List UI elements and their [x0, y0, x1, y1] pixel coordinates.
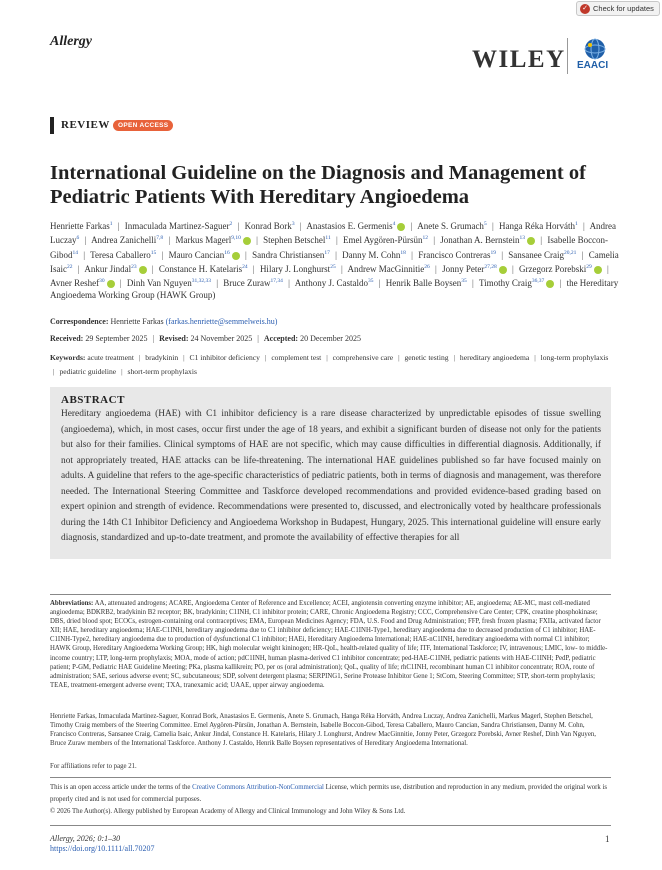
author[interactable]	[91, 235, 163, 245]
author[interactable]	[127, 278, 211, 288]
separator: |	[606, 263, 609, 274]
author-affiliation: 4	[392, 221, 396, 227]
separator: |	[299, 221, 302, 231]
author-name: Grzegorz Porebski	[519, 263, 587, 274]
separator: |	[335, 249, 337, 260]
orcid-icon[interactable]	[139, 266, 147, 274]
keywords	[50, 351, 611, 379]
correspondence-label: Correspondence:	[50, 317, 109, 326]
article-type-bar	[50, 117, 54, 134]
separator: |	[288, 278, 290, 289]
author-affiliation: 30	[99, 278, 105, 285]
separator: |	[161, 249, 164, 260]
author-affiliation: 35	[367, 278, 374, 285]
author[interactable]	[479, 278, 554, 288]
abbreviations	[50, 599, 611, 690]
received-label: Received:	[50, 334, 84, 343]
open-access-badge: OPEN ACCESS	[113, 120, 173, 131]
license-post: License, which permits use, distribution and reproduction in any medium, provided the original work is properly cited and is not used for commercial purposes.	[50, 784, 608, 803]
author[interactable]	[84, 264, 146, 274]
separator: |	[410, 221, 413, 231]
keyword: comprehensive care	[332, 353, 394, 362]
footer-doi-link[interactable]: https://doi.org/10.1111/all.70207	[50, 844, 155, 853]
author-affiliation: 7,8	[156, 235, 164, 242]
keywords-label: Keywords:	[50, 353, 86, 362]
check-updates-label: Check for updates	[593, 4, 654, 13]
separator: |	[453, 353, 456, 362]
author-affiliation: 16	[224, 249, 230, 256]
author-name: Hanga Réka Horváth	[499, 221, 575, 231]
separator: |	[237, 221, 240, 231]
author-affiliation: 2	[229, 221, 233, 227]
separator: |	[256, 235, 258, 246]
separator: |	[511, 263, 514, 274]
separator: |	[335, 235, 338, 246]
separator: |	[151, 263, 154, 274]
author-name: Henriette Farkas	[50, 221, 110, 231]
author-name: Camelia Isaic	[50, 249, 619, 274]
author-affiliation: 11	[325, 235, 331, 242]
author-affiliation: 22	[67, 263, 73, 270]
correspondence	[50, 317, 277, 326]
author-name: Isabelle Boccon-Gibod	[50, 235, 609, 260]
author-affiliation: 25	[330, 263, 336, 270]
author[interactable]	[342, 250, 406, 260]
author-affiliation: 5	[483, 221, 487, 227]
separator: |	[119, 278, 122, 289]
author[interactable]	[50, 278, 115, 288]
author-affiliation: 20,21	[564, 249, 577, 256]
eaaci-logo-text: EAACI	[577, 60, 609, 71]
orcid-icon[interactable]	[546, 280, 554, 288]
author[interactable]	[442, 264, 507, 274]
author-affiliation: 9,10	[231, 235, 241, 242]
keyword: acute treatment	[87, 353, 134, 362]
separator: |	[411, 249, 413, 260]
footer-citation: Allergy, 2026; 0:1–30	[50, 834, 121, 843]
abbreviations-text: AA, attenuated androgens; ACARE, Angioedema Center of Reference and Excellence; ACEI, angiotensin converting enzyme inhibitor; AE, angioedema; AE-MC, mast cell-mediated angioedema; BDKRB2, bradykinin B2 receptor; BK, bradykinin; C1INH, C1 inhibitor protein; CARE, Chronic Angioedema Registry; CCC, Comprehensive Care Center; CPK, creatine phosphokinase; DBS, dried blood spot; ECOCs, estrogen-containing oral contraceptives; EMA, European Medicines Agency; FDA, U.S. Food and Drug Administration; FFP, fresh frozen plasma; FXIIa, activated factor XII; HAE, hereditary angioedema; HAE-C1INH, hereditary angioedema due to C1 inhibitor deficiency; HAE-C1INH-Type1, hereditary angioedema due to decreased production of C1 inhibitor; HAE-C1INH-Type2, hereditary angioedema due to production of dysfunctional C1 inhibitor; HAEi, Hereditary Angioedema International; HAE-nC1INH, hereditary angioedema with normal C1 inhibitor; HAWK Group, Hereditary Angioedema Working Group; HK, high molecular weight kininogen; HR-QoL, health-related quality of life; ITF, International Taskforce; IV, intravenous; LMIC, low- to middle-income country; LTP, long-term prophylaxis; MOA, mode of action; pdC1INH, human plasma-derived C1 inhibitor concentrate; ped-HAE-C1INH, pediatric patients with HAE-C1INH; PedP, pediatric patient; P-GM, Pediatric HAE Guideline Meeting; PKa, plasma kallikrein; PO, per os (oral administration); QoL, quality of life; rhC1INH, recombinant human C1 inhibitor concentrate; ROA, route of administration; SAE, serious adverse event; SC, subcutaneous; SDP, solvent detergent plasma; SERPING1, Serine Protease Inhibitor Gene 1; StCom, Steering Committee; STP, short-term prophylaxis; TEAE, treatment-emergent adverse event; TXA, tranexamic acid; UAAE, upper airway angioedema.	[50, 600, 608, 689]
author[interactable]	[499, 221, 578, 231]
article-title: International Guideline on the Diagnosis and Management of Pediatric Patients With Hereditary Angioedema	[50, 162, 586, 208]
separator: |	[121, 367, 123, 376]
keyword: C1 inhibitor deficiency	[189, 353, 260, 362]
author-name: Teresa Caballero	[90, 249, 151, 260]
author[interactable]	[508, 250, 576, 260]
keyword-list	[50, 353, 608, 376]
eaaci-logo	[576, 36, 614, 74]
author-name: Konrad Bork	[244, 221, 292, 231]
journal-name: Allergy	[50, 34, 92, 49]
keyword: genetic testing	[404, 353, 449, 362]
author[interactable]	[417, 221, 486, 231]
abstract-heading: ABSTRACT	[61, 394, 125, 406]
author-name: Jonny Peter	[442, 263, 485, 274]
author-affiliation: 35	[461, 278, 467, 285]
keyword: complement test	[271, 353, 322, 362]
keyword: pediatric guideline	[59, 367, 117, 376]
author-name: Andrea Zanichelli	[91, 235, 157, 246]
publisher-logo: WILEY	[472, 46, 566, 73]
orcid-icon[interactable]	[107, 280, 115, 288]
author-affiliation: 6	[76, 235, 80, 242]
keyword: bradykinin	[145, 353, 179, 362]
author[interactable]	[295, 278, 374, 288]
author[interactable]	[50, 221, 112, 231]
accepted-label: Accepted:	[263, 334, 299, 343]
author-name: Andrea Luczay	[50, 221, 617, 246]
separator: |	[138, 353, 141, 362]
license-link[interactable]: Creative Commons Attribution-NonCommercial	[192, 784, 324, 791]
divider	[50, 825, 611, 826]
author[interactable]	[306, 221, 405, 231]
author[interactable]	[386, 278, 467, 288]
author[interactable]	[348, 264, 430, 274]
author[interactable]	[245, 221, 295, 231]
author[interactable]	[519, 264, 602, 274]
copyright: © 2026 The Author(s). Allergy published by European Academy of Allergy and Clinical Immunology and John Wiley & Sons Ltd.	[50, 808, 406, 815]
author-name: Timothy Craig	[478, 278, 532, 289]
abstract-text: Hereditary angioedema (HAE) with C1 inhibitor deficiency is a rare disease characterized by unpredictable episodes of tissue swelling (angioedema), which, in most cases, occur first under the age of 18 years, and exhibit a significant burden of disease not only for the patients but also for their families. Clinical symptoms of HAE are not specific, which may cause difficulties in differential diagnosis. Additionally, if not appropriately treated, HAE attacks can be life-threatening. The international HAE guidelines published so far have focused mainly on adults. A guideline that refers to the age-specific characteristics of pediatric patients, both in terms of diagnosis and management, was therefore needed. The International Steering Committee and Taskforce developed recommendations and provided evidence-based grading based on expert opinion and strength of evidence. Recommendations were presented to, discussed, and electronically voted by healthcare professionals during the 14th C1 Inhibitor Deficiency and Angioedema Workshop in Budapest, Hungary, 2025. This international guideline will ensure early diagnosis, standardized and up-to-date treatment, and promote the availability of effective therapies for all	[61, 409, 601, 543]
author-name: Sandra Christiansen	[252, 249, 325, 260]
author-affiliation: 13	[519, 235, 526, 242]
author-name: Inmaculada Martinez-Saguer	[124, 221, 230, 231]
author-name: Anastasios E. Germenis	[306, 221, 393, 231]
steering-committee-note: Henriette Farkas, Inmaculada Martinez-Saguer, Konrad Bork, Anastasios E. Germenis, Anete S. Grumach, Hanga Réka Horváth, Andrea Luczay, Andrea Zanichelli, Markus Magerl, Stephen Betschel, Timothy Craig members of the Steering Committee. Emel Aygören-Pürsün, Jonathan A. Bernstein, Isabelle Boccon-Gibod, Teresa Caballero, Mauro Cancian, Sandra Christiansen, Danny M. Cohn, Francisco Contreras, Sansanee Craig, Camelia Isaic, Ankur Jindal, Constance H. Katelaris, Hilary J. Longhurst, Andrew MacGinnitie, Jonny Peter, Grzegorz Porebski, Avner Reshef, Dinh Van Nguyen, Bruce Zuraw members of the International Taskforce. Anthony J. Castaldo, Henrik Balle Boysen representatives of Hereditary Angioedema International.	[50, 713, 596, 748]
separator: |	[501, 249, 504, 260]
author-name: Sansanee Craig	[508, 249, 565, 260]
author[interactable]	[125, 221, 232, 231]
check-for-updates-button[interactable]	[576, 1, 660, 16]
author-affiliation: 17,34	[270, 278, 283, 285]
separator: |	[491, 221, 494, 231]
author-name: Dinh Van Nguyen	[126, 278, 192, 289]
separator: |	[398, 353, 400, 362]
author-name: the Hereditary Angioedema Working Group (HAWK Group)	[50, 278, 619, 301]
separator: |	[435, 263, 437, 274]
author-name: Henrik Balle Boysen	[385, 278, 462, 289]
author-affiliation: 36,37	[531, 278, 545, 285]
separator: |	[168, 235, 171, 246]
separator: |	[433, 235, 436, 246]
author[interactable]	[252, 250, 330, 260]
separator: |	[252, 263, 255, 274]
author-name: Markus Magerl	[175, 235, 232, 246]
received-date: 29 September 2025	[85, 334, 148, 343]
author-name: Anete S. Grumach	[417, 221, 484, 231]
divider	[50, 594, 611, 595]
author-name: Constance H. Katelaris	[158, 263, 243, 274]
author-affiliation: 15	[150, 249, 157, 256]
author-name: Avner Reshef	[50, 278, 100, 289]
separator: |	[83, 249, 86, 260]
divider	[50, 777, 611, 778]
author-name: Mauro Cancian	[168, 249, 225, 260]
accepted-date: 20 December 2025	[300, 334, 361, 343]
author-name: Francisco Contreras	[418, 249, 491, 260]
separator: |	[340, 263, 343, 274]
author-name: Bruce Zuraw	[223, 278, 271, 289]
abbreviations-label: Abbreviations:	[50, 600, 94, 607]
separator: |	[378, 278, 381, 289]
separator: |	[84, 235, 87, 246]
keyword: long-term prophylaxis	[540, 353, 609, 362]
orcid-icon[interactable]	[594, 266, 602, 274]
separator: |	[540, 235, 543, 246]
logo-divider	[567, 38, 568, 74]
author[interactable]	[169, 250, 240, 260]
author[interactable]	[260, 264, 336, 274]
separator: |	[472, 278, 474, 289]
separator: |	[53, 367, 55, 376]
author-name: Emel Aygören-Pürsün	[343, 235, 423, 246]
author[interactable]	[175, 235, 250, 245]
separator: |	[77, 263, 80, 274]
author[interactable]	[223, 278, 283, 288]
separator: |	[559, 278, 562, 289]
orcid-icon[interactable]	[397, 223, 405, 231]
author-affiliation: 18	[400, 249, 406, 256]
author-name: Anthony J. Castaldo	[294, 278, 368, 289]
author-affiliation: 1	[109, 221, 113, 227]
author-name: Stephen Betschel	[263, 235, 326, 246]
license-note	[50, 782, 611, 805]
article-type: REVIEW	[61, 119, 110, 131]
author-affiliation: 27,28	[484, 263, 497, 270]
affiliations-note: For affiliations refer to page 21.	[50, 763, 137, 770]
author-name: Jonathan A. Bernstein	[440, 235, 520, 246]
separator: |	[582, 221, 585, 231]
separator: |	[534, 353, 536, 362]
orcid-icon[interactable]	[232, 252, 240, 260]
keyword: hereditary angioedema	[459, 353, 530, 362]
revised-label: Revised:	[159, 334, 189, 343]
article-dates: Received: 29 September 2025 | Revised: 24 November 2025 | Accepted: 20 December 2025	[50, 334, 361, 343]
separator: |	[183, 353, 185, 362]
author-name: Andrew MacGinnitie	[347, 263, 425, 274]
license-pre: This is an open access article under the terms of the	[50, 784, 193, 791]
author-affiliation: 17	[324, 249, 330, 256]
orcid-icon[interactable]	[243, 237, 251, 245]
correspondence-name: Henriette Farkas	[110, 317, 164, 326]
check-updates-icon: ✓	[580, 4, 590, 14]
author[interactable]	[159, 264, 248, 274]
author[interactable]	[418, 250, 496, 260]
author[interactable]	[343, 235, 428, 245]
separator: |	[581, 249, 584, 260]
author-affiliation: 3	[291, 221, 295, 227]
author-affiliation: 31,32,33	[191, 278, 211, 285]
author-affiliation: 23	[131, 263, 137, 270]
separator: |	[216, 278, 219, 289]
author-affiliation: 14	[72, 249, 78, 256]
author-affiliation: 24	[242, 263, 248, 270]
revised-date: 24 November 2025	[190, 334, 253, 343]
author-affiliation: 19	[490, 249, 496, 256]
separator: |	[264, 353, 267, 362]
author-name: Hilary J. Longhurst	[259, 263, 331, 274]
author[interactable]	[90, 250, 156, 260]
author-affiliation: 12	[422, 235, 428, 242]
author-name: Danny M. Cohn	[342, 249, 401, 260]
author-affiliation: 1	[574, 221, 578, 227]
page-number: 1	[605, 834, 610, 844]
keyword: short-term prophylaxis	[127, 367, 197, 376]
orcid-icon[interactable]	[527, 237, 535, 245]
author-affiliation: 29	[586, 263, 592, 270]
orcid-icon[interactable]	[499, 266, 507, 274]
author[interactable]	[440, 235, 535, 245]
separator: |	[117, 221, 120, 231]
author-affiliation: 26	[424, 263, 430, 270]
author-list	[50, 218, 625, 302]
separator: |	[326, 353, 328, 362]
author[interactable]	[263, 235, 331, 245]
correspondence-email[interactable]: (farkas.henriette@semmelweis.hu)	[165, 317, 278, 326]
author-name: Ankur Jindal	[84, 263, 132, 274]
separator: |	[245, 249, 247, 260]
